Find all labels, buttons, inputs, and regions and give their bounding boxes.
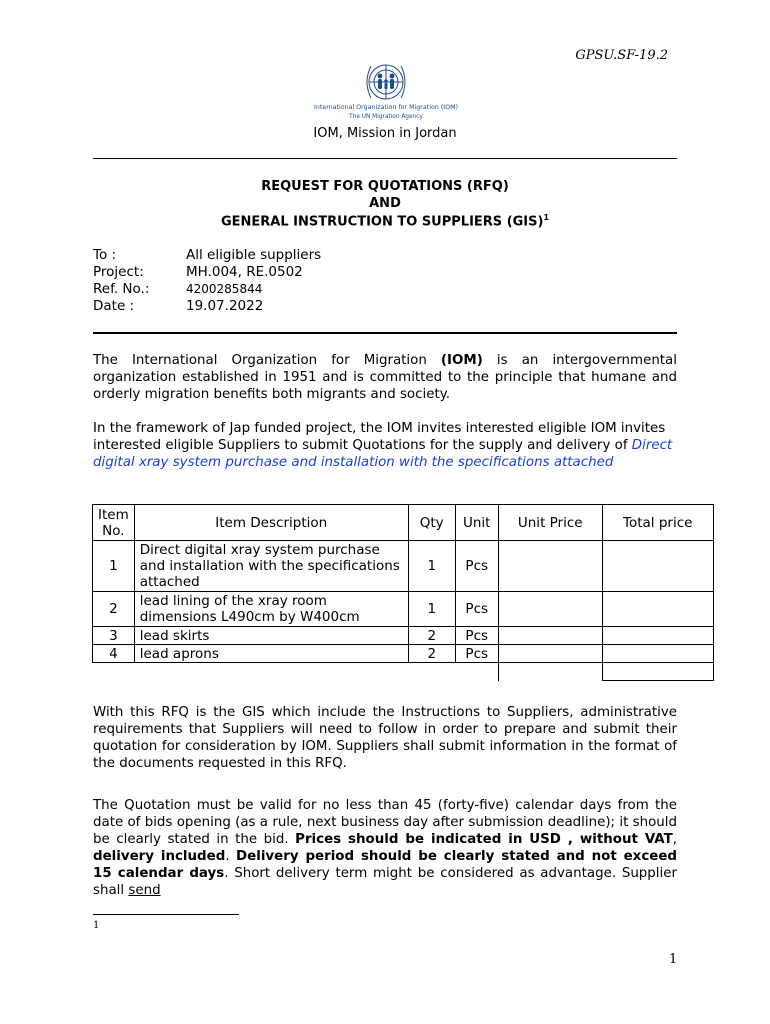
validity-paragraph	[93, 797, 677, 899]
header-unit: Unit	[455, 505, 498, 541]
table-row	[93, 541, 714, 592]
row-description: lead skirts	[134, 627, 408, 645]
mission-name: IOM, Mission in Jordan	[313, 126, 457, 141]
logo-tagline: The UN Migration Agency	[349, 114, 423, 120]
header-total-price: Total price	[602, 505, 713, 541]
logo-org-name: International Organization for Migration (IOM)	[314, 104, 458, 111]
ref-value: 4200285844	[186, 282, 263, 296]
gis-paragraph: With this RFQ is the GIS which include the Instructions to Suppliers, administrative requirements that Suppliers will need to follow in order to prepare and submit their quotation for consideration by IOM. Suppliers shall submit information in the format of the documents requested in this RFQ.	[93, 705, 677, 771]
table-row	[93, 627, 714, 645]
row-total-price	[602, 592, 713, 627]
row-qty: 1	[408, 592, 455, 627]
row-unit-price	[498, 541, 602, 592]
header-description: Item Description	[134, 505, 408, 541]
header-qty: Qty	[408, 505, 455, 541]
intro-p1-bold: (IOM)	[440, 353, 483, 368]
title-line-3-text: GENERAL INSTRUCTION TO SUPPLIERS (GIS)	[220, 214, 544, 230]
row-total-price	[602, 541, 713, 592]
items-table	[92, 504, 714, 681]
date-value: 19.07.2022	[186, 298, 264, 314]
project-value: MH.004, RE.0502	[186, 264, 303, 280]
delivery-period-requirement: Delivery period should be clearly stated and not exceed 15 calendar days	[93, 849, 678, 881]
header-unit-price: Unit Price	[498, 505, 602, 541]
row-unit: Pcs	[455, 627, 498, 645]
table-row	[93, 592, 714, 627]
meta-project	[93, 264, 303, 280]
header-divider	[93, 158, 677, 159]
separator-dot: .	[225, 849, 237, 864]
footnote-number: 1	[93, 920, 100, 931]
meta-divider	[93, 332, 677, 334]
delivery-term-text: . Short delivery term might be considered as advantage. Supplier shall	[93, 866, 677, 898]
intro-paragraph-1	[93, 352, 677, 403]
row-description: Direct digital xray system purchase and installation with the specifications attached	[134, 541, 408, 592]
row-qty: 2	[408, 645, 455, 663]
row-item-no: 4	[93, 645, 135, 663]
intro-p2-item-link: Direct digital xray system purchase and installation with the specifications attached	[93, 438, 673, 470]
separator-comma: ,	[672, 832, 677, 847]
to-label: To :	[93, 247, 117, 263]
row-total-price	[602, 627, 713, 645]
form-code: GPSU.SF-19.2	[575, 48, 668, 63]
row-item-no: 3	[93, 627, 135, 645]
delivery-requirement: delivery included	[93, 849, 226, 864]
page-number: 1	[669, 952, 678, 967]
row-unit-price	[498, 645, 602, 663]
row-unit-price	[498, 627, 602, 645]
to-value: All eligible suppliers	[186, 247, 322, 263]
row-description: lead lining of the xray room dimensions L490cm by W400cm	[134, 592, 408, 627]
table-row	[93, 645, 714, 663]
meta-to	[93, 247, 321, 263]
meta-ref	[93, 281, 262, 297]
title-footnote-mark: 1	[543, 213, 550, 222]
grand-total-cell	[602, 663, 713, 681]
row-description: lead aprons	[134, 645, 408, 663]
row-unit: Pcs	[455, 541, 498, 592]
row-total-price	[602, 645, 713, 663]
row-item-no: 2	[93, 592, 135, 627]
row-unit: Pcs	[455, 645, 498, 663]
price-requirement: Prices should be indicated in USD , without VAT	[295, 832, 673, 847]
intro-paragraph-2	[93, 420, 677, 471]
intro-p1-rest: is an intergovernmental organization established in 1951 and is committed to the principle that humane and orderly migration benefits both migrants and society.	[93, 353, 677, 402]
row-unit: Pcs	[455, 592, 498, 627]
ref-label: Ref. No.:	[93, 281, 150, 297]
intro-p1-text: The International Organization for Migration	[93, 353, 441, 368]
row-qty: 1	[408, 541, 455, 592]
project-label: Project:	[93, 264, 144, 280]
intro-p2-text: In the framework of Jap funded project, the IOM invites interested eligible IOM invites interested eligible Suppliers to submit Quotations for the supply and delivery of	[93, 421, 666, 453]
title-line-2: AND	[369, 196, 401, 211]
header-item-no: Item No.	[93, 505, 135, 541]
row-qty: 2	[408, 627, 455, 645]
validity-text: The Quotation must be valid for no less than 45 (forty-five) calendar days from the date of bids opening (as a rule, next business day after submission deadline); it should be clearly stated in the bid.	[93, 798, 677, 847]
send-underlined: send	[128, 883, 161, 898]
row-item-no: 1	[93, 541, 135, 592]
title-line-3	[0, 213, 770, 229]
date-label: Date :	[93, 298, 135, 314]
title-line-1: REQUEST FOR QUOTATIONS (RFQ)	[261, 179, 509, 194]
table-header-row	[93, 505, 714, 541]
footnote-divider	[93, 914, 239, 915]
table-total-row	[93, 663, 714, 681]
meta-date	[93, 298, 263, 314]
row-unit-price	[498, 592, 602, 627]
